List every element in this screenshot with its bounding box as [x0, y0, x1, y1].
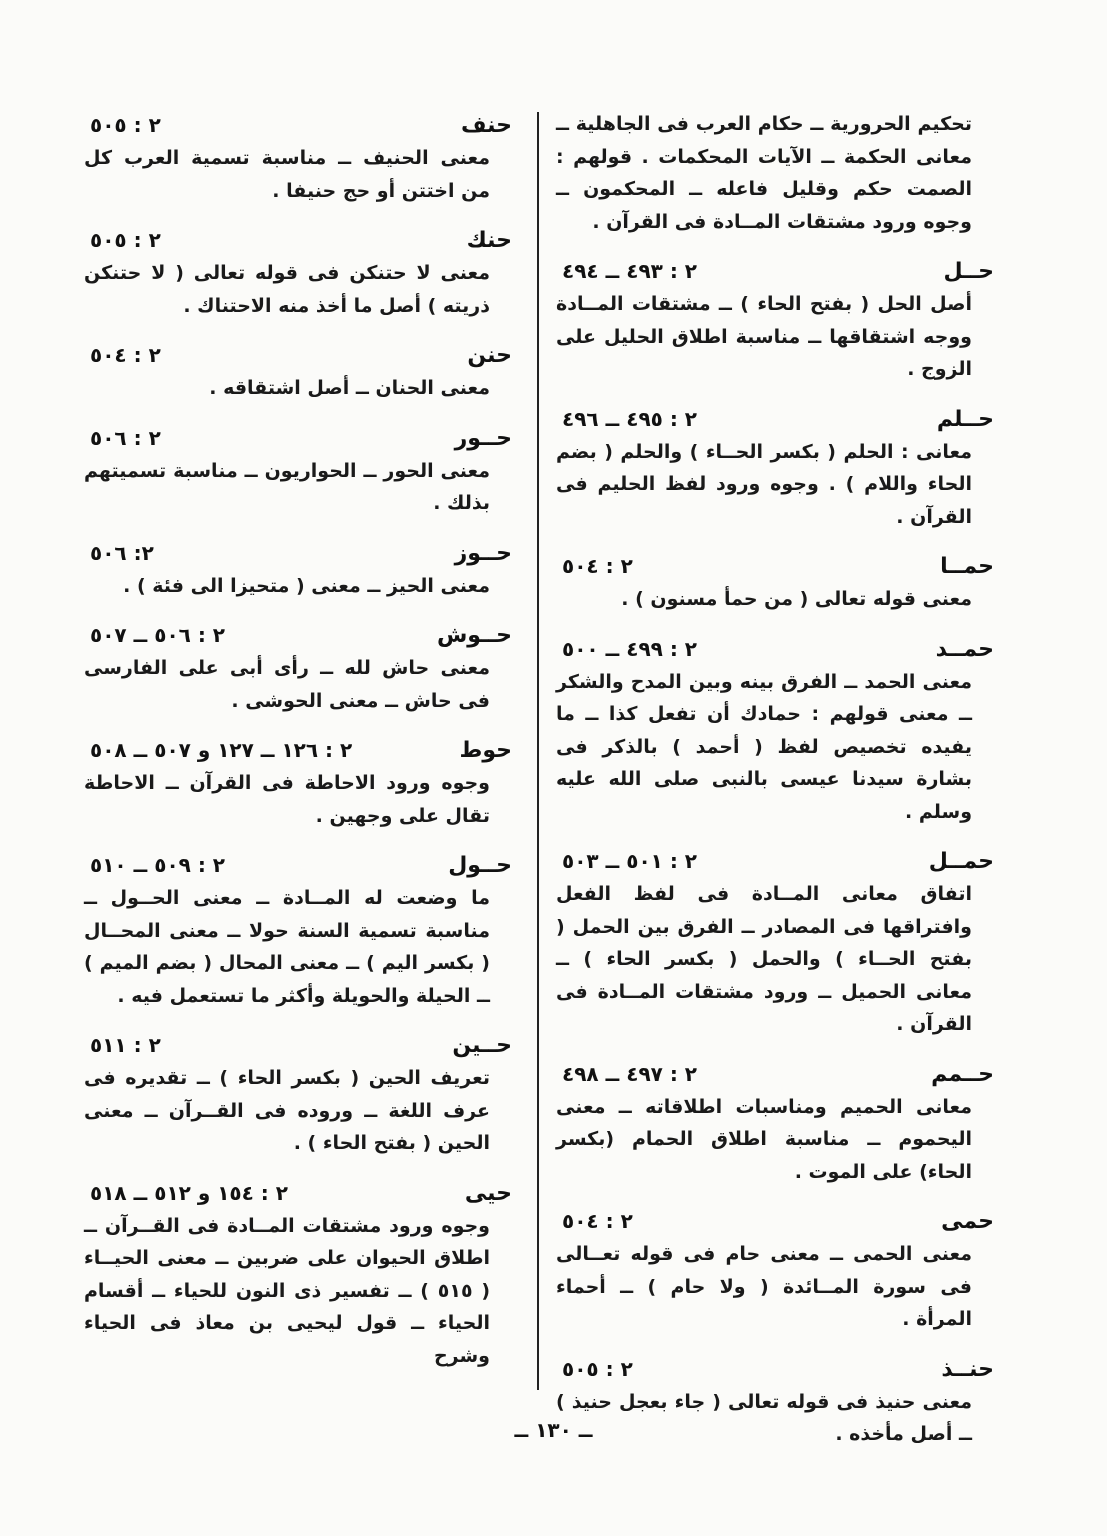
entry-root: حمى	[941, 1209, 994, 1234]
entry-text: معنى حاش لله ــ رأى أبى على الفارسى فى حاش ــ معنى الحوشى .	[84, 657, 490, 712]
index-entry	[84, 733, 512, 832]
right-column	[556, 108, 994, 1467]
entry-text: وجوه ورود مشتقات المــادة فى القــرآن ــ اطلاق الحيوان على ضربين ــ معنى الحيــاء ( ٥١٥ ) ــ تفسير ذى النون للحياء ــ أقسام الحياء ــ قول ليحيى بن معاذ فى الحياء وشرح	[84, 1214, 490, 1367]
entry-root: حيى	[464, 1180, 512, 1206]
entry-references: ٢ : ١٥٤ و ٥١٢ ــ ٥١٨	[90, 1180, 288, 1205]
entry-root: حــين	[452, 1033, 512, 1058]
index-entry	[84, 338, 512, 405]
entry-references: ٢ : ٥٠٥	[562, 1356, 633, 1381]
entry-root: حــلم	[936, 406, 994, 432]
index-entry	[84, 848, 512, 1012]
entry-references: ٢ : ٥٠٤	[90, 343, 161, 367]
entry-text: معانى : الحلم ( بكسر الحــاء ) والحلم ( بضم الحاء واللام ) . وجوه ورود لفظ الحليم فى القرآن .	[556, 440, 972, 528]
entry-references: ٢ : ١٢٦ ــ ١٢٧ و ٥٠٧ ــ ٥٠٨	[90, 738, 353, 762]
index-entry	[556, 844, 994, 1041]
entry-text: معنى الحنيف ــ مناسبة تسمية العرب كل من اختتن أو حج حنيفا .	[84, 147, 490, 202]
entry-text: معنى حنيذ فى قوله تعالى ( جاء بعجل حنيذ ) ــ أصل مأخذه .	[556, 1390, 972, 1445]
entry-references: ٢ : ٥١١	[90, 1033, 161, 1057]
entry-text: معنى الحور ــ الحواريون ــ مناسبة تسميتهم بذلك .	[84, 459, 490, 514]
index-entry	[556, 1057, 994, 1189]
index-entry	[84, 223, 512, 322]
entry-text: تحكيم الحرورية ــ حكام العرب فى الجاهلية ــ معانى الحكمة ــ الآيات المحكمات . قولهم : الصمت حكم وقليل فاعله ــ المحكمون ــ وجوه ورود مشتقات المــادة فى القرآن .	[556, 113, 972, 233]
entry-root: حنك	[466, 228, 512, 253]
entry-root: حنن	[467, 343, 512, 368]
index-entry	[556, 549, 994, 616]
index-entry	[556, 254, 994, 386]
entry-root: حــوش	[436, 623, 512, 648]
index-entry	[84, 1028, 512, 1160]
entry-root: حنف	[460, 113, 512, 138]
index-entry	[84, 536, 512, 603]
entry-references: ٢: ٥٠٦	[90, 540, 154, 565]
entry-root: حمــا	[940, 554, 994, 579]
left-column	[84, 108, 512, 1388]
entry-text: ما وضعت له المــادة ــ معنى الحــول ــ مناسبة تسمية السنة حولا ــ معنى المحــال ( بكسر اليم ) ــ معنى المحال ( بضم الميم ) ــ الحيلة والحويلة وأكثر ما تستعمل فيه .	[84, 887, 490, 1007]
entry-text: معنى قوله تعالى ( من حمأ مسنون ) .	[621, 588, 972, 610]
entry-references: ٢ : ٤٩٧ ــ ٤٩٨	[562, 1061, 698, 1086]
entry-text: اتفاق معانى المــادة فى لفظ الفعل وافتراقها فى المصادر ــ الفرق بين الحمل ( بفتح الحــاء ) والحمل ( بكسر الحاء ) ــ معانى الحميل ــ ورود مشتقات المــادة فى القرآن .	[556, 883, 972, 1035]
entry-references: ٢ : ٤٩٣ ــ ٤٩٤	[562, 259, 698, 283]
entry-root: حــمم	[931, 1061, 994, 1087]
entry-references: ٢ : ٥٠٦	[90, 425, 161, 450]
entry-text: معانى الحميم ومناسبات اطلاقاته ــ معنى اليحموم ــ مناسبة اطلاق الحمام (بكسر الحاء) على الموت .	[556, 1095, 972, 1183]
entry-root: حوط	[459, 738, 512, 763]
entry-references: ٢ : ٥٠١ ــ ٥٠٣	[562, 849, 698, 873]
entry-root: حمــل	[928, 849, 994, 874]
entry-references: ٢ : ٥٠٩ ــ ٥١٠	[90, 853, 226, 877]
index-entry	[556, 1204, 994, 1336]
index-entry	[84, 108, 512, 207]
entry-text: معنى الحمد ــ الفرق بينه وبين المدح والشكر ــ معنى قولهم : حمادك أن تفعل كذا ــ ما يفيده تخصيص لفظ ( أحمد ) بالذكر فى بشارة سيدنا عيسى بالنبى صلى الله عليه وسلم .	[556, 670, 972, 823]
entry-references: ٢ : ٥٠٦ ــ ٥٠٧	[90, 623, 226, 647]
index-entry	[556, 402, 994, 534]
entry-text: معنى الحمى ــ معنى حام فى قوله تعــالى فى سورة المــائدة ( ولا حام ) ــ أحماء المرأة .	[556, 1243, 972, 1330]
entry-references: ٢ : ٥٠٤	[562, 554, 633, 578]
entry-root: حــوز	[454, 540, 512, 566]
entry-references: ٢ : ٤٩٥ ــ ٤٩٦	[562, 406, 698, 431]
entry-references: ٢ : ٥٠٥	[90, 228, 161, 252]
entry-root: حــول	[448, 853, 512, 878]
entry-root: حنــذ	[941, 1356, 994, 1382]
entry-text: معنى لا حتنكن فى قوله تعالى ( لا حتنكن ذريته ) أصل ما أخذ منه الاحتناك .	[84, 262, 490, 317]
column-divider	[537, 112, 539, 1390]
index-entry	[84, 421, 512, 520]
index-entry	[556, 108, 994, 238]
entry-references: ٢ : ٥٠٥	[90, 113, 161, 137]
entry-text: معنى الحنان ــ أصل اشتقاقه .	[209, 377, 490, 399]
entry-text: أصل الحل ( بفتح الحاء ) ــ مشتقات المــادة ووجه اشتقاقها ــ مناسبة اطلاق الحليل على الزوج .	[556, 293, 972, 380]
page-number: ــ ١٣٠ ــ	[514, 1418, 593, 1442]
entry-root: حمــد	[935, 636, 994, 662]
entry-references: ٢ : ٥٠٤	[562, 1209, 633, 1233]
index-entry	[556, 632, 994, 829]
entry-root: حــل	[943, 259, 994, 284]
index-entry	[84, 1176, 512, 1373]
entry-text: وجوه ورود الاحاطة فى القرآن ــ الاحاطة تقال على وجهين .	[84, 772, 490, 827]
index-entry	[84, 618, 512, 717]
entry-root: حــور	[454, 425, 512, 451]
entry-text: معنى الحيز ــ معنى ( متحيزا الى فئة ) .	[123, 574, 490, 597]
entry-references: ٢ : ٤٩٩ ــ ٥٠٠	[562, 636, 698, 661]
entry-text: تعريف الحين ( بكسر الحاء ) ــ تقديره فى عرف اللغة ــ وروده فى القــرآن ــ معنى الحين ( بفتح الحاء ) .	[84, 1067, 490, 1154]
